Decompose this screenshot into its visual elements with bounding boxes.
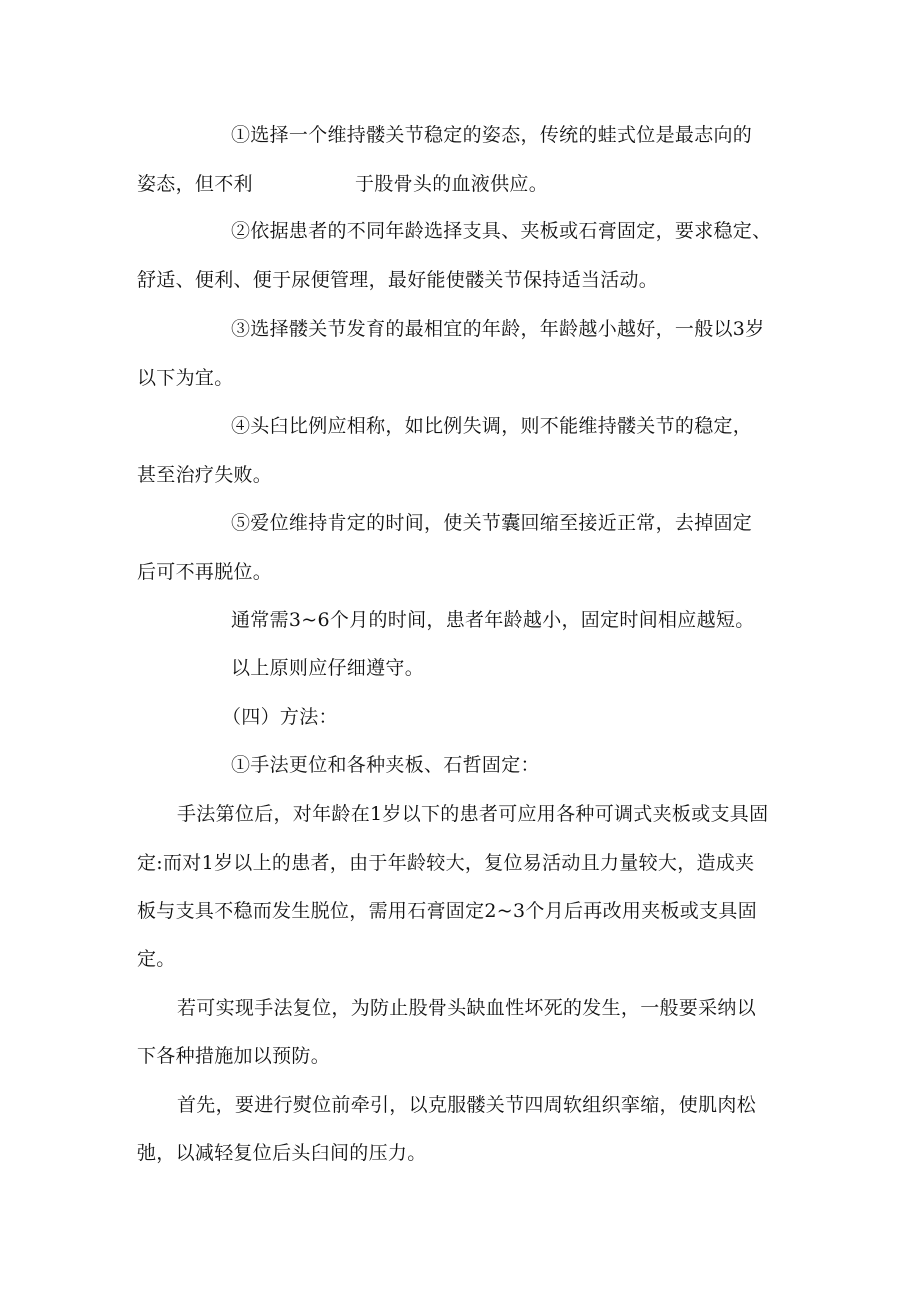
prevention-paragraph-line-1: 若可实现手法复位，为防止股骨头缺血性坏死的发生，一般要采纳以 bbox=[177, 997, 757, 1019]
principle-1-line-2a: 姿态，但不利 bbox=[137, 173, 253, 195]
principle-5-line-2: 后可不再脱位。 bbox=[137, 561, 273, 583]
principle-3-line-2: 以下为宜。 bbox=[137, 367, 234, 389]
method-1-paragraph-line-3: 板与支具不稳而发生脱位，需用石膏固定2~3个月后再改用夹板或支具固 bbox=[137, 900, 757, 922]
principle-1-line-2b: 于股骨头的血液供应。 bbox=[355, 173, 549, 195]
method-1-paragraph-line-1: 手法第位后，对年龄在1岁以下的患者可应用各种可调式夹板或支具固 bbox=[177, 803, 769, 825]
principle-5-line-1: ⑤爱位维持肯定的时间，使关节囊回缩至接近正常，去掉固定 bbox=[231, 512, 753, 534]
prevention-paragraph-line-2: 下各种措施加以预防。 bbox=[137, 1045, 331, 1067]
section-heading-methods: （四）方法： bbox=[222, 706, 338, 728]
principle-1-line-1: ①选择一个维持髅关节稳定的姿态，传统的蛙式位是最志向的 bbox=[231, 124, 753, 146]
principle-4-line-2: 甚至治疗失败。 bbox=[137, 464, 273, 486]
principle-3-line-1: ③选择髅关节发育的最相宜的年龄，年龄越小越好，一般以3岁 bbox=[231, 318, 765, 340]
method-1-heading: ①手法更位和各种夹板、石哲固定： bbox=[231, 754, 540, 776]
method-1-paragraph-line-2: 定:而对1岁以上的患者，由于年龄较大，复位易活动且力量较大，造成夹 bbox=[137, 852, 755, 874]
traction-paragraph-line-1: 首先，要进行熨位前牵引，以克服髅关节四周软组织挛缩，使肌肉松 bbox=[177, 1094, 757, 1116]
principle-4-line-1: ④头臼比例应相称，如比例失调，则不能维持髅关节的稳定， bbox=[231, 415, 753, 437]
duration-note: 通常需3~6个月的时间，患者年龄越小，固定时间相应越短。 bbox=[231, 609, 755, 631]
traction-paragraph-line-2: 弛，以减轻复位后头臼间的压力。 bbox=[137, 1142, 427, 1164]
principles-summary: 以上原则应仔细遵守。 bbox=[231, 657, 425, 679]
principle-2-line-2: 舒适、便利、便于尿便管理，最好能使髅关节保持适当活动。 bbox=[137, 269, 659, 291]
principle-2-line-1: ②依据患者的不同年龄选择支具、夹板或石膏固定，要求稳定、 bbox=[231, 220, 772, 242]
method-1-paragraph-line-4: 定。 bbox=[137, 948, 176, 970]
